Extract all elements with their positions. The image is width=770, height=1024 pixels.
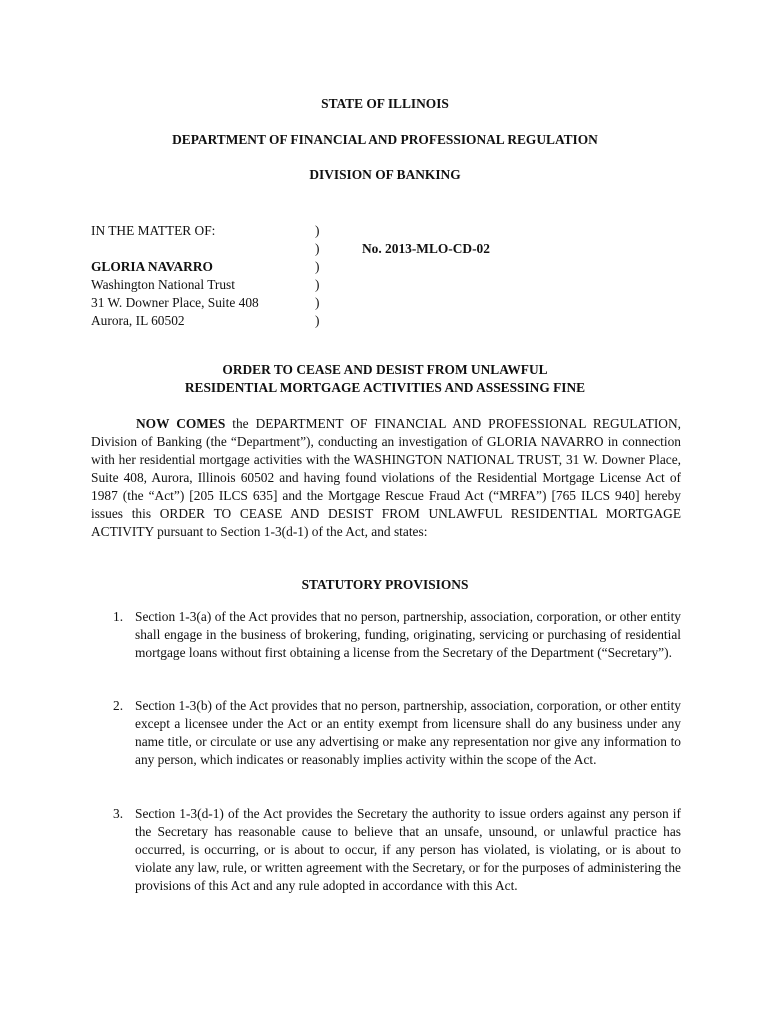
intro-paragraph (91, 415, 681, 541)
caption-paren: ) (315, 277, 320, 292)
statutory-provisions-heading: STATUTORY PROVISIONS (301, 577, 469, 592)
department-heading: DEPARTMENT OF FINANCIAL AND PROFESSIONAL REGULATION (172, 132, 598, 147)
respondent-name: GLORIA NAVARRO (91, 259, 213, 274)
intro-lead: NOW COMES (136, 416, 226, 431)
caption-paren: ) (315, 223, 320, 238)
order-title-line-2: RESIDENTIAL MORTGAGE ACTIVITIES AND ASSESSING FINE (184, 380, 586, 395)
division-heading: DIVISION OF BANKING (309, 167, 461, 182)
order-title-line-1: ORDER TO CEASE AND DESIST FROM UNLAWFUL (222, 362, 548, 377)
caption-parentheses (315, 222, 325, 330)
item-text: Section 1-3(a) of the Act provides that no person, partnership, association, corporation, or other entity shall engage in the business of brokering, funding, originating, servicing or purchasing of residential mortgage loans without first obtaining a license from the Secretary of the Department (“Secretary”). (135, 609, 681, 660)
item-text: Section 1-3(d-1) of the Act provides the Secretary the authority to issue orders against any person if the Secretary has reasonable cause to believe that an unsafe, unsound, or unlawful practice has occurred, is occurring, or is about to occur, if any person has violated, is violating, or is about to violate any law, rule, or written agreement with the Secretary, or for the purposes of administering the provisions of this Act and any rule adopted in accordance with this Act. (135, 806, 681, 893)
caption-party-block (91, 222, 311, 330)
in-the-matter-label: IN THE MATTER OF: (91, 223, 216, 238)
address-line-2: 31 W. Downer Place, Suite 408 (91, 295, 259, 310)
caption-spacer (91, 240, 311, 258)
intro-text: the DEPARTMENT OF FINANCIAL AND PROFESSIONAL REGULATION, Division of Banking (the “Department”), conducting an investigation of GLORIA NAVARRO in connection with her residential mortgage activities with the WASHINGTON NATIONAL TRUST, 31 W. Downer Place, Suite 408, Aurora, Illinois 60502 and having found violations of the Residential Mortgage License Act of 1987 (the “Act”) [205 ILCS 635] and the Mortgage Rescue Fraud Act (“MRFA”) [765 ILCS 940] hereby issues this ORDER TO CEASE AND DESIST FROM UNLAWFUL RESIDENTIAL MORTGAGE ACTIVITY pursuant to Section 1-3(d-1) of the Act, and states: (91, 416, 681, 539)
state-heading: STATE OF ILLINOIS (321, 96, 449, 111)
address-line-3: Aurora, IL 60502 (91, 313, 185, 328)
item-number: 2. (113, 698, 124, 713)
caption-paren: ) (315, 241, 320, 256)
item-number: 3. (113, 806, 124, 821)
order-title (0, 361, 770, 397)
case-number: No. 2013-MLO-CD-02 (362, 241, 490, 256)
caption-paren: ) (315, 313, 320, 328)
caption-paren: ) (315, 259, 320, 274)
item-text: Section 1-3(b) of the Act provides that no person, partnership, association, corporation, or other entity except a licensee under the Act or an entity exempt from licensure shall do any business under any name title, or circulate or use any advertising or make any representation nor give any information to any person, which indicates or reasonably implies activity within the scope of the Act. (135, 698, 681, 767)
address-line-1: Washington National Trust (91, 277, 235, 292)
caption-paren: ) (315, 295, 320, 310)
item-number: 1. (113, 609, 124, 624)
